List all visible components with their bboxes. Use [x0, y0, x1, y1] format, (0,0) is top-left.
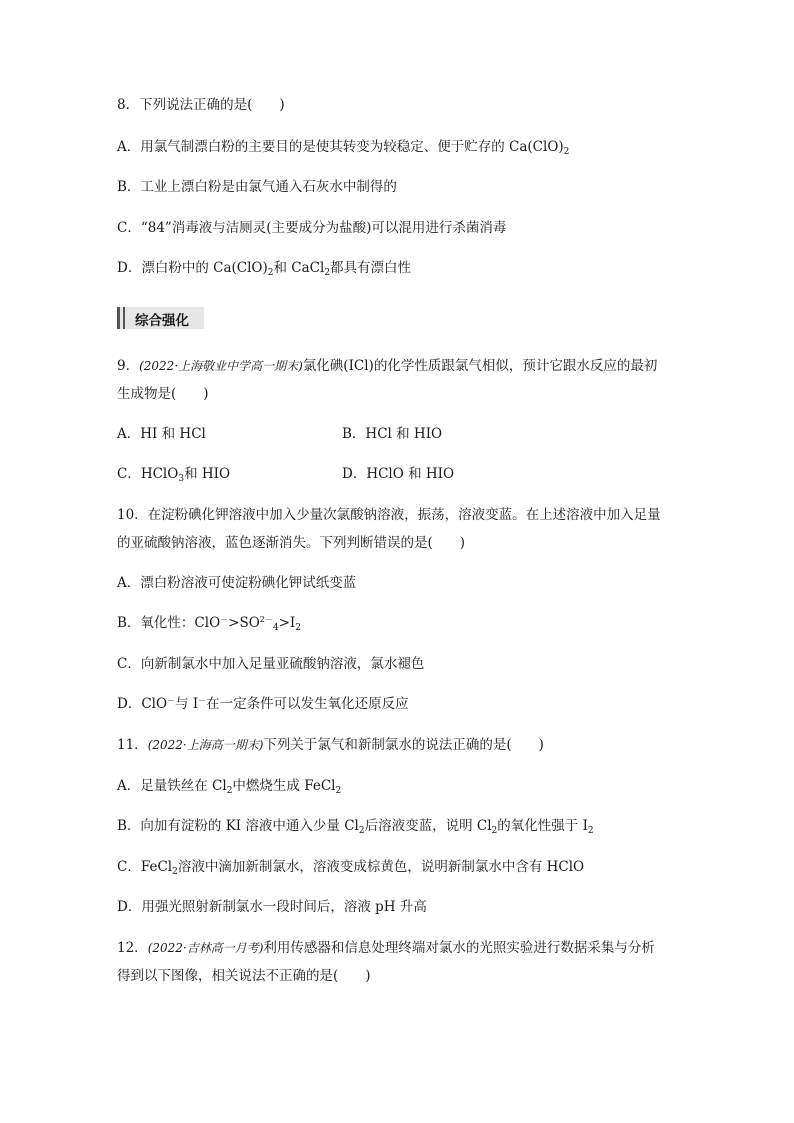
- q8-option-c: C．“84”消毒液与洁厕灵(主要成分为盐酸)可以混用进行杀菌消毒: [117, 220, 507, 236]
- q11-option-b: B．向加有淀粉的 KI 溶液中通入少量 $Cl_2$后溶液变蓝，说明 $Cl_2$的氧化性强于 $I_2$: [117, 818, 594, 836]
- q8-option-d: D．漂白粉中的 $Ca(ClO)_2$和 CaCl$_2$都具有漂白性: [117, 260, 412, 278]
- section-title: 综合强化: [135, 313, 189, 329]
- q12-stem: 12．(2022·吉林高一月考)利用传感器和信息处理终端对氯水的光照实验进行数据采集与分析: [117, 940, 655, 956]
- q8-option-b: B．工业上漂白粉是由氯气通入石灰水中制得的: [117, 179, 397, 195]
- q9-source: (2022·上海敬业中学高一期末): [139, 359, 303, 373]
- q9-option-d: D．HClO 和 HIO: [342, 466, 455, 482]
- q12-source: (2022·吉林高一月考): [147, 941, 264, 955]
- q11-option-c: C．FeCl$_2$溶液中滴加新制氯水，溶液变成棕黄色，说明新制氯水中含有 HClO: [117, 859, 585, 877]
- q10-stem-cont: 的亚硫酸钠溶液，蓝色逐渐消失。下列判断错误的是( ): [117, 535, 466, 551]
- q11-option-a: A．足量铁丝在 $Cl_2$中燃烧生成 FeCl$_2$: [117, 778, 342, 796]
- q10-option-a: A．漂白粉溶液可使淀粉碘化钾试纸变蓝: [117, 575, 357, 591]
- q11-stem: 11．(2022·上海高一期末)下列关于氯气和新制氯水的说法正确的是( ): [117, 737, 544, 753]
- q11-option-d: D．用强光照射新制氯水一段时间后，溶液 pH 升高: [117, 899, 427, 915]
- q9-option-a: A．HI 和 HCl: [117, 426, 206, 442]
- q10-stem: 10．在淀粉碘化钾溶液中加入少量次氯酸钠溶液，振荡，溶液变蓝。在上述溶液中加入足量: [117, 507, 661, 523]
- q11-source: (2022·上海高一期末): [147, 738, 264, 752]
- q9-stem: 9．(2022·上海敬业中学高一期末)氯化碘(ICl)的化学性质跟氯气相似，预计它跟水反应的最初: [117, 358, 658, 374]
- section-header: [117, 307, 204, 329]
- q9-option-b: B．HCl 和 HIO: [342, 426, 443, 442]
- q10-option-d: D．ClO－与 I－在一定条件可以发生氧化还原反应: [117, 696, 409, 712]
- q8-stem: 8．下列说法正确的是( ): [117, 97, 285, 113]
- q9-option-c: C．HClO$_3$和 HIO: [117, 466, 231, 484]
- q10-option-c: C．向新制氯水中加入足量亚硫酸钠溶液，氯水褪色: [117, 656, 425, 672]
- q9-stem-cont: 生成物是( ): [117, 386, 209, 402]
- q10-option-b: B．氧化性：$ClO^->SO^{2-}_4>I_2$: [117, 615, 301, 633]
- q12-stem-cont: 得到以下图像，相关说法不正确的是( ): [117, 968, 371, 984]
- q8-option-a: A．用氯气制漂白粉的主要目的是使其转变为较稳定、便于贮存的 $Ca(ClO)_2$: [117, 139, 570, 157]
